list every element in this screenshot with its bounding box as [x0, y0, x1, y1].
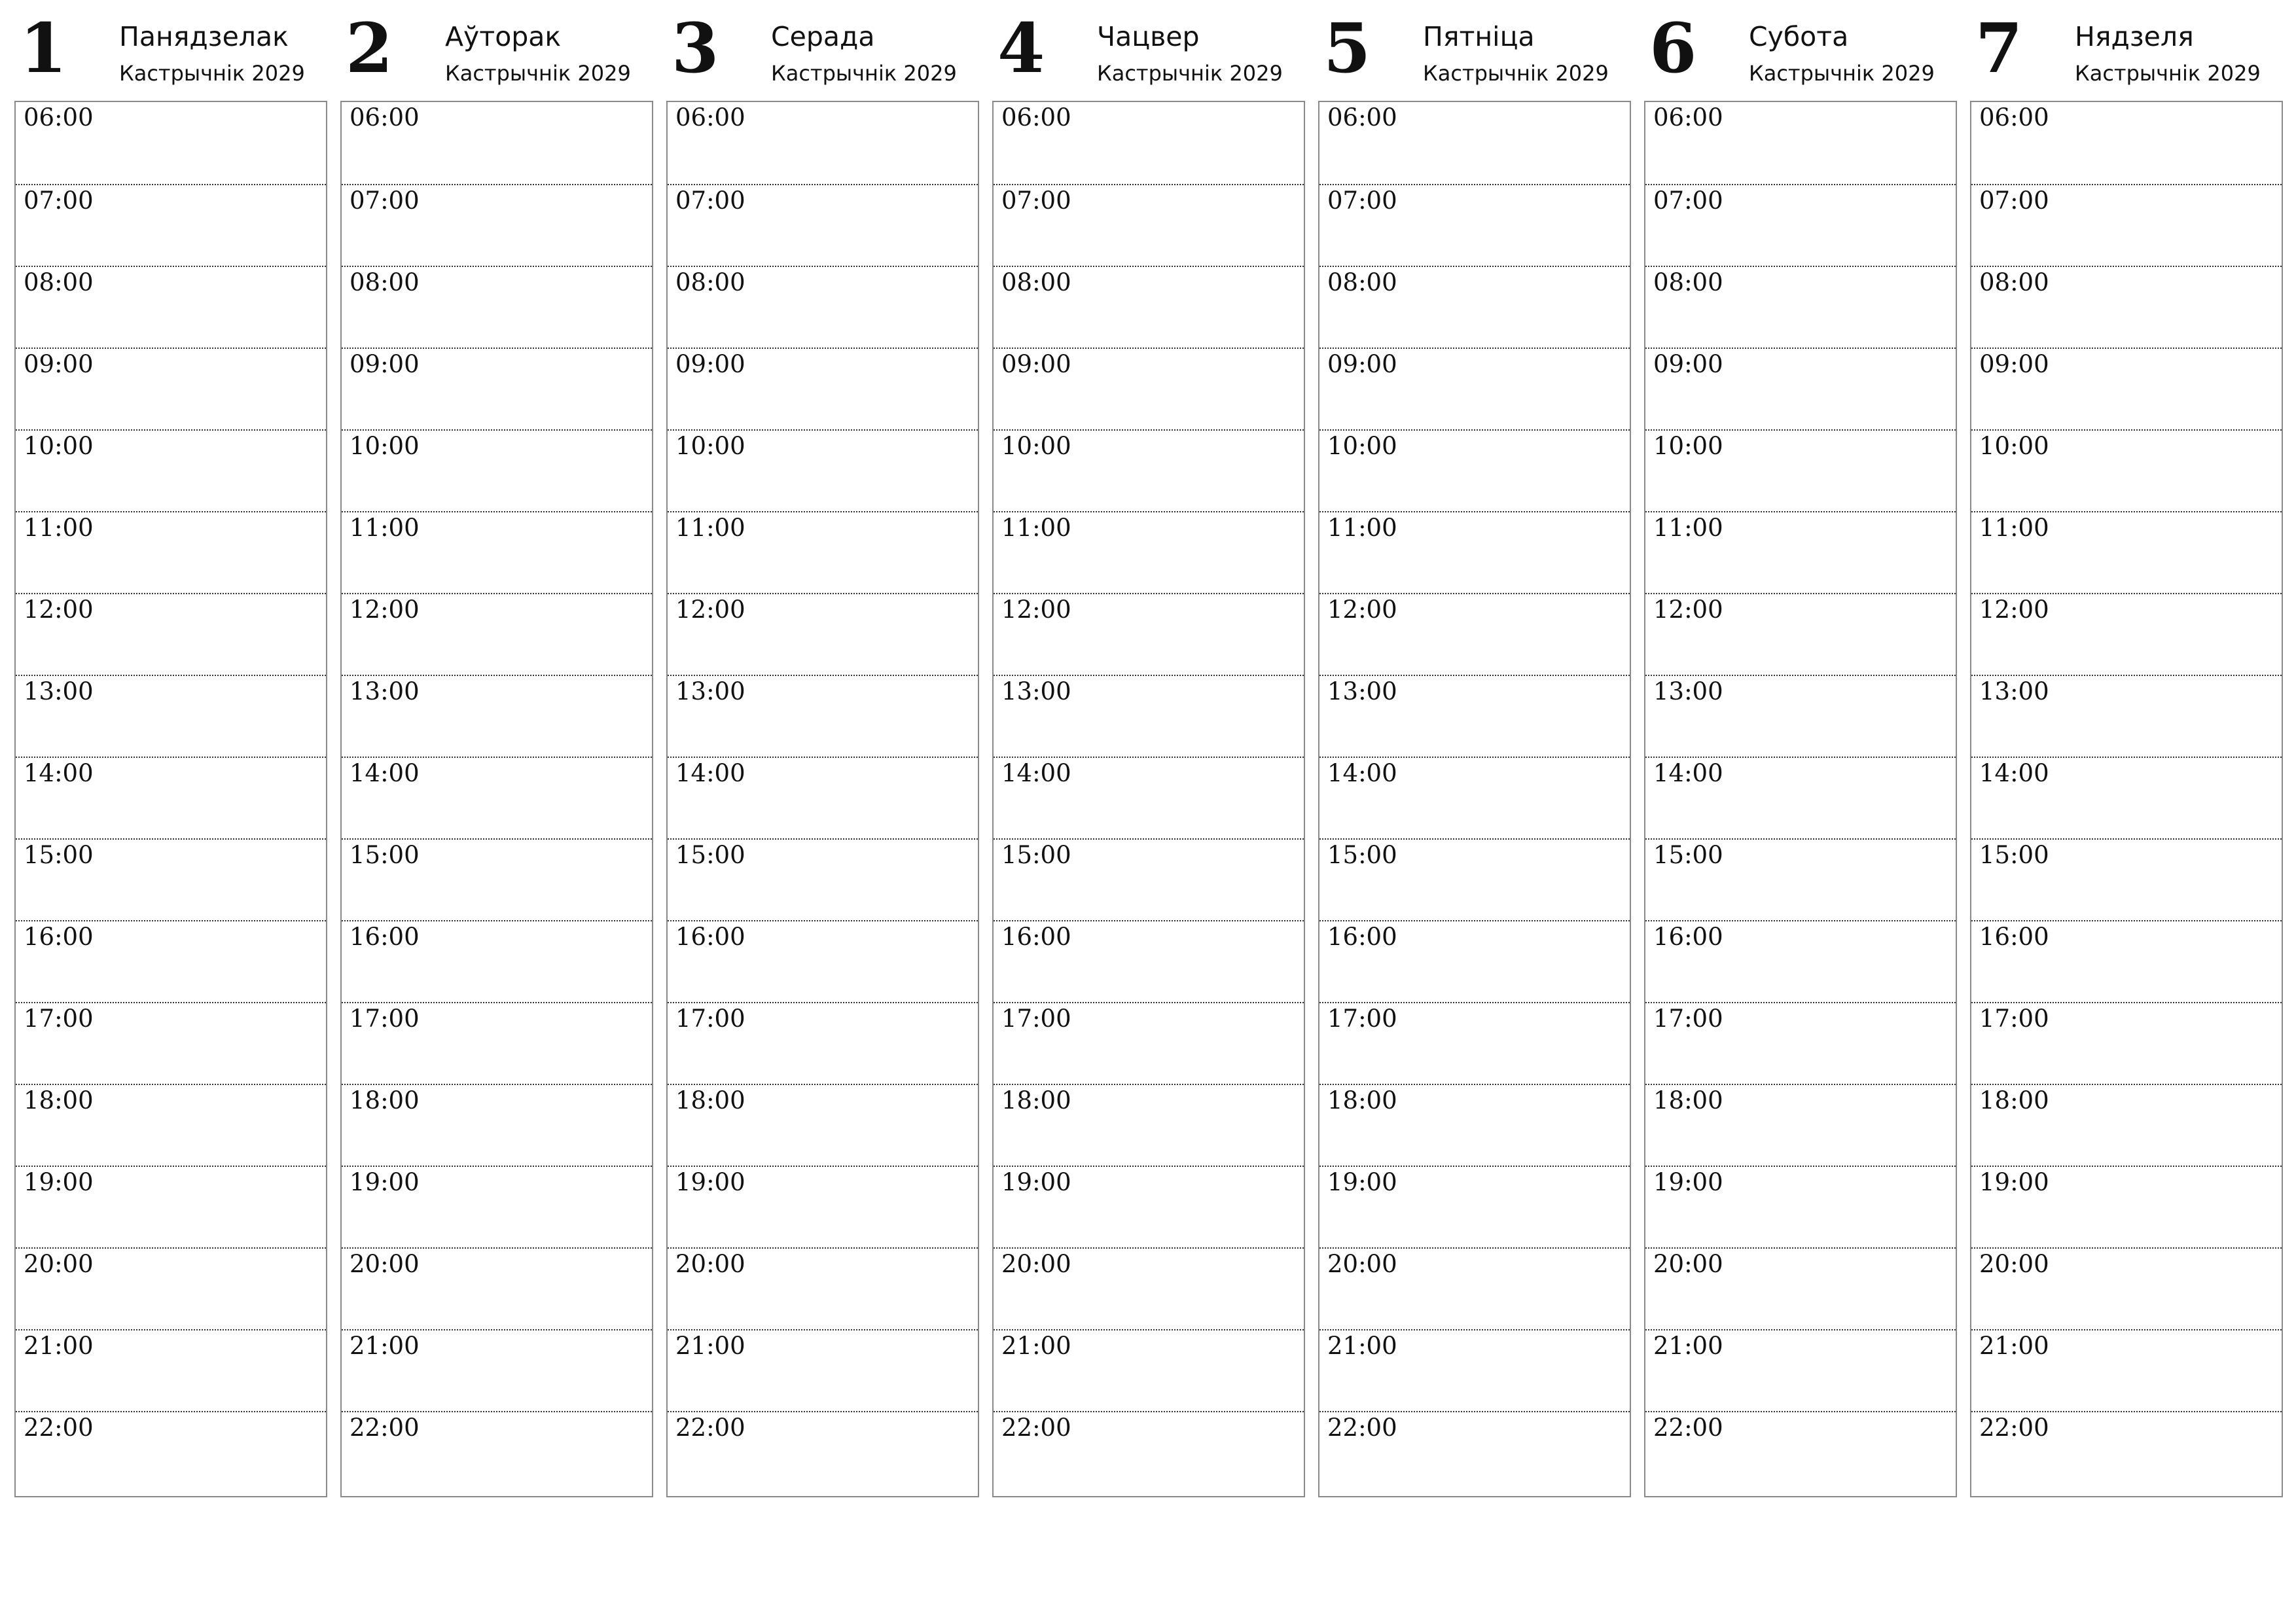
- day-column: [1318, 0, 1631, 1505]
- day-name: Субота: [1749, 21, 1849, 52]
- hour-label: 08:00: [24, 268, 94, 296]
- hour-slot[interactable]: [668, 838, 978, 921]
- hour-label: 10:00: [1653, 432, 1723, 460]
- hour-label: 07:00: [350, 187, 420, 215]
- hour-slot[interactable]: [342, 675, 652, 758]
- hour-label: 21:00: [1001, 1332, 1071, 1360]
- hour-slot[interactable]: [668, 1411, 978, 1494]
- hour-slot[interactable]: [668, 1084, 978, 1167]
- hour-label: 15:00: [675, 841, 745, 869]
- hour-label: 17:00: [675, 1005, 745, 1033]
- hour-slot[interactable]: [668, 1002, 978, 1085]
- day-month-year: Кастрычнік 2029: [771, 61, 957, 86]
- hour-label: 21:00: [350, 1332, 420, 1360]
- hour-label: 08:00: [1979, 268, 2049, 296]
- hour-slot[interactable]: [1645, 1166, 1956, 1249]
- hour-label: 06:00: [675, 103, 745, 132]
- hour-label: 19:00: [1653, 1168, 1723, 1196]
- hour-label: 16:00: [24, 923, 94, 951]
- hour-label: 09:00: [1327, 350, 1397, 378]
- hour-label: 12:00: [1327, 596, 1397, 624]
- hour-slot[interactable]: [1971, 1002, 2282, 1085]
- day-column: [992, 0, 1305, 1505]
- hour-label: 14:00: [675, 759, 745, 787]
- hour-slot[interactable]: [1319, 429, 1630, 512]
- hour-slot[interactable]: [1971, 102, 2282, 184]
- hour-label: 19:00: [675, 1168, 745, 1196]
- day-name: Пятніца: [1423, 21, 1535, 52]
- hour-slot[interactable]: [342, 1002, 652, 1085]
- hour-slot[interactable]: [1319, 1166, 1630, 1249]
- hour-label: 19:00: [1001, 1168, 1071, 1196]
- hour-slot[interactable]: [994, 593, 1304, 676]
- day-name: Чацвер: [1097, 21, 1200, 52]
- hour-label: 19:00: [1327, 1168, 1397, 1196]
- hour-label: 21:00: [1653, 1332, 1723, 1360]
- hour-slot[interactable]: [1319, 511, 1630, 594]
- hour-slot[interactable]: [16, 1002, 326, 1085]
- hour-slot[interactable]: [16, 920, 326, 1003]
- hour-label: 13:00: [350, 677, 420, 705]
- hour-label: 15:00: [1653, 841, 1723, 869]
- hour-label: 17:00: [1327, 1005, 1397, 1033]
- hour-label: 22:00: [1327, 1414, 1397, 1442]
- hour-label: 13:00: [1001, 677, 1071, 705]
- hour-slot[interactable]: [1645, 757, 1956, 840]
- hour-slot[interactable]: [1971, 675, 2282, 758]
- hour-label: 18:00: [1979, 1086, 2049, 1115]
- hour-slot[interactable]: [342, 1166, 652, 1249]
- hour-slot[interactable]: [1971, 593, 2282, 676]
- hour-label: 18:00: [1653, 1086, 1723, 1115]
- hour-slot[interactable]: [994, 429, 1304, 512]
- hour-slot[interactable]: [1645, 348, 1956, 431]
- day-column: [1970, 0, 2283, 1505]
- hour-label: 10:00: [1327, 432, 1397, 460]
- hour-slot[interactable]: [994, 1247, 1304, 1330]
- hour-slot[interactable]: [994, 757, 1304, 840]
- hour-label: 16:00: [1979, 923, 2049, 951]
- day-month-year: Кастрычнік 2029: [2075, 61, 2261, 86]
- day-header: [1970, 0, 2283, 99]
- hour-slot[interactable]: [994, 1329, 1304, 1412]
- hour-slot[interactable]: [1319, 1411, 1630, 1494]
- hour-label: 11:00: [675, 514, 745, 542]
- hour-label: 21:00: [24, 1332, 94, 1360]
- hour-slot[interactable]: [16, 266, 326, 349]
- hour-label: 20:00: [350, 1250, 420, 1278]
- hour-label: 20:00: [1001, 1250, 1071, 1278]
- hour-slot[interactable]: [1971, 757, 2282, 840]
- hour-label: 12:00: [1653, 596, 1723, 624]
- hour-slot[interactable]: [1319, 757, 1630, 840]
- hour-label: 11:00: [1001, 514, 1071, 542]
- day-number: 5: [1323, 8, 1371, 88]
- hour-label: 16:00: [350, 923, 420, 951]
- hour-slot[interactable]: [16, 348, 326, 431]
- hour-label: 13:00: [1327, 677, 1397, 705]
- hour-slot[interactable]: [1319, 1247, 1630, 1330]
- day-number: 6: [1649, 8, 1697, 88]
- hour-label: 14:00: [1653, 759, 1723, 787]
- hour-slot[interactable]: [1319, 920, 1630, 1003]
- hour-label: 15:00: [1979, 841, 2049, 869]
- hour-slot[interactable]: [342, 757, 652, 840]
- hour-slot[interactable]: [994, 102, 1304, 184]
- hour-slot[interactable]: [16, 184, 326, 267]
- hour-label: 10:00: [24, 432, 94, 460]
- hour-slot[interactable]: [342, 348, 652, 431]
- hour-slot[interactable]: [1971, 266, 2282, 349]
- hour-label: 16:00: [675, 923, 745, 951]
- hour-slot[interactable]: [342, 429, 652, 512]
- hour-slot[interactable]: [1971, 429, 2282, 512]
- hour-slot[interactable]: [1319, 675, 1630, 758]
- day-month-year: Кастрычнік 2029: [1097, 61, 1283, 86]
- hour-label: 17:00: [350, 1005, 420, 1033]
- hour-label: 21:00: [1979, 1332, 2049, 1360]
- day-month-year: Кастрычнік 2029: [1423, 61, 1609, 86]
- hour-slot[interactable]: [994, 1411, 1304, 1494]
- hour-label: 06:00: [1979, 103, 2049, 132]
- hour-label: 07:00: [675, 187, 745, 215]
- day-column: [340, 0, 653, 1505]
- hourly-schedule-box: [1970, 101, 2283, 1497]
- hour-slot[interactable]: [16, 1166, 326, 1249]
- hour-label: 08:00: [1001, 268, 1071, 296]
- hour-slot[interactable]: [668, 1247, 978, 1330]
- hour-slot[interactable]: [1645, 1002, 1956, 1085]
- hour-label: 14:00: [1001, 759, 1071, 787]
- hour-label: 21:00: [675, 1332, 745, 1360]
- hour-label: 07:00: [1327, 187, 1397, 215]
- day-header: [340, 0, 653, 99]
- day-number: 2: [346, 8, 393, 88]
- hour-slot[interactable]: [1971, 1247, 2282, 1330]
- hour-label: 18:00: [675, 1086, 745, 1115]
- hour-label: 20:00: [675, 1250, 745, 1278]
- hour-label: 16:00: [1653, 923, 1723, 951]
- hour-slot[interactable]: [342, 1329, 652, 1412]
- hour-slot[interactable]: [16, 1329, 326, 1412]
- hour-label: 20:00: [1979, 1250, 2049, 1278]
- hour-slot[interactable]: [1645, 675, 1956, 758]
- hour-label: 17:00: [1001, 1005, 1071, 1033]
- hour-label: 22:00: [675, 1414, 745, 1442]
- day-column: [14, 0, 327, 1505]
- hour-label: 15:00: [1001, 841, 1071, 869]
- hour-label: 20:00: [1653, 1250, 1723, 1278]
- day-name: Нядзеля: [2075, 21, 2194, 52]
- hour-label: 06:00: [1001, 103, 1071, 132]
- hour-label: 11:00: [1327, 514, 1397, 542]
- hour-slot[interactable]: [1645, 102, 1956, 184]
- hour-slot[interactable]: [1645, 838, 1956, 921]
- hour-label: 22:00: [1979, 1414, 2049, 1442]
- hour-slot[interactable]: [1971, 1084, 2282, 1167]
- hour-slot[interactable]: [1319, 593, 1630, 676]
- day-month-year: Кастрычнік 2029: [445, 61, 631, 86]
- hour-slot[interactable]: [16, 1247, 326, 1330]
- hour-slot[interactable]: [994, 511, 1304, 594]
- hour-label: 22:00: [1653, 1414, 1723, 1442]
- day-header: [992, 0, 1305, 99]
- hour-label: 14:00: [1327, 759, 1397, 787]
- hour-slot[interactable]: [1645, 184, 1956, 267]
- hour-label: 14:00: [1979, 759, 2049, 787]
- hour-slot[interactable]: [16, 675, 326, 758]
- hour-label: 18:00: [1327, 1086, 1397, 1115]
- hour-label: 14:00: [24, 759, 94, 787]
- hour-slot[interactable]: [16, 102, 326, 184]
- hour-label: 06:00: [24, 103, 94, 132]
- hour-label: 14:00: [350, 759, 420, 787]
- hour-slot[interactable]: [668, 184, 978, 267]
- hour-label: 09:00: [24, 350, 94, 378]
- hour-label: 18:00: [350, 1086, 420, 1115]
- hour-slot[interactable]: [1971, 511, 2282, 594]
- hour-slot[interactable]: [1645, 511, 1956, 594]
- hour-label: 16:00: [1327, 923, 1397, 951]
- hour-label: 08:00: [350, 268, 420, 296]
- day-column: [1644, 0, 1957, 1505]
- hour-label: 11:00: [350, 514, 420, 542]
- hour-label: 20:00: [1327, 1250, 1397, 1278]
- hour-label: 11:00: [24, 514, 94, 542]
- hour-label: 13:00: [1653, 677, 1723, 705]
- day-number: 7: [1975, 8, 2023, 88]
- hour-label: 17:00: [1979, 1005, 2049, 1033]
- hour-slot[interactable]: [1971, 348, 2282, 431]
- hour-slot[interactable]: [994, 920, 1304, 1003]
- hour-slot[interactable]: [668, 511, 978, 594]
- hour-slot[interactable]: [342, 102, 652, 184]
- hour-label: 12:00: [675, 596, 745, 624]
- hour-label: 09:00: [1001, 350, 1071, 378]
- hour-slot[interactable]: [1319, 102, 1630, 184]
- hour-label: 19:00: [24, 1168, 94, 1196]
- hour-label: 18:00: [1001, 1086, 1071, 1115]
- hour-label: 16:00: [1001, 923, 1071, 951]
- hour-label: 07:00: [1979, 187, 2049, 215]
- hour-slot[interactable]: [342, 266, 652, 349]
- hour-slot[interactable]: [668, 1329, 978, 1412]
- hour-slot[interactable]: [994, 1084, 1304, 1167]
- hour-slot[interactable]: [342, 593, 652, 676]
- day-header: [1644, 0, 1957, 99]
- hour-slot[interactable]: [342, 920, 652, 1003]
- hour-slot[interactable]: [994, 184, 1304, 267]
- hour-label: 11:00: [1979, 514, 2049, 542]
- hour-label: 12:00: [1001, 596, 1071, 624]
- hour-label: 06:00: [350, 103, 420, 132]
- hourly-schedule-box: [666, 101, 979, 1497]
- hour-label: 10:00: [350, 432, 420, 460]
- hour-slot[interactable]: [342, 838, 652, 921]
- day-number: 4: [997, 8, 1045, 88]
- hour-slot[interactable]: [668, 266, 978, 349]
- hour-slot[interactable]: [994, 348, 1304, 431]
- hour-slot[interactable]: [668, 757, 978, 840]
- hour-slot[interactable]: [994, 675, 1304, 758]
- hourly-schedule-box: [992, 101, 1305, 1497]
- day-name: Серада: [771, 21, 875, 52]
- hour-label: 09:00: [1979, 350, 2049, 378]
- hour-slot[interactable]: [1971, 838, 2282, 921]
- hour-slot[interactable]: [1971, 184, 2282, 267]
- day-number: 3: [672, 8, 719, 88]
- hour-slot[interactable]: [994, 1002, 1304, 1085]
- hourly-schedule-box: [1644, 101, 1957, 1497]
- hour-label: 20:00: [24, 1250, 94, 1278]
- hour-slot[interactable]: [1645, 266, 1956, 349]
- hour-slot[interactable]: [668, 593, 978, 676]
- hour-slot[interactable]: [1645, 1247, 1956, 1330]
- hour-slot[interactable]: [16, 1411, 326, 1494]
- hour-label: 10:00: [1001, 432, 1071, 460]
- hour-label: 18:00: [24, 1086, 94, 1115]
- hour-slot[interactable]: [1319, 1002, 1630, 1085]
- hour-label: 09:00: [675, 350, 745, 378]
- day-name: Аўторак: [445, 21, 562, 52]
- day-header: [666, 0, 979, 99]
- hour-label: 22:00: [350, 1414, 420, 1442]
- hour-slot[interactable]: [16, 1084, 326, 1167]
- hour-label: 09:00: [350, 350, 420, 378]
- hour-slot[interactable]: [342, 1411, 652, 1494]
- hour-slot[interactable]: [1319, 266, 1630, 349]
- hour-slot[interactable]: [342, 1247, 652, 1330]
- hour-slot[interactable]: [342, 1084, 652, 1167]
- hour-label: 11:00: [1653, 514, 1723, 542]
- hour-slot[interactable]: [1971, 1411, 2282, 1494]
- hour-label: 12:00: [1979, 596, 2049, 624]
- hourly-schedule-box: [14, 101, 327, 1497]
- hour-label: 15:00: [24, 841, 94, 869]
- hour-slot[interactable]: [1319, 184, 1630, 267]
- hour-slot[interactable]: [1971, 1166, 2282, 1249]
- hour-label: 10:00: [675, 432, 745, 460]
- day-month-year: Кастрычнік 2029: [119, 61, 305, 86]
- hour-slot[interactable]: [668, 348, 978, 431]
- hour-label: 08:00: [675, 268, 745, 296]
- hour-label: 08:00: [1653, 268, 1723, 296]
- hour-label: 07:00: [1001, 187, 1071, 215]
- hour-label: 22:00: [24, 1414, 94, 1442]
- hour-slot[interactable]: [16, 511, 326, 594]
- hour-label: 15:00: [1327, 841, 1397, 869]
- hour-label: 07:00: [1653, 187, 1723, 215]
- hour-slot[interactable]: [342, 184, 652, 267]
- hour-label: 17:00: [1653, 1005, 1723, 1033]
- hour-slot[interactable]: [1645, 429, 1956, 512]
- hour-label: 08:00: [1327, 268, 1397, 296]
- day-name: Панядзелак: [119, 21, 289, 52]
- day-number: 1: [20, 8, 67, 88]
- hour-slot[interactable]: [16, 593, 326, 676]
- hour-slot[interactable]: [994, 1166, 1304, 1249]
- hour-label: 13:00: [1979, 677, 2049, 705]
- hour-label: 19:00: [1979, 1168, 2049, 1196]
- hour-label: 12:00: [350, 596, 420, 624]
- hourly-schedule-box: [1318, 101, 1631, 1497]
- hour-label: 13:00: [24, 677, 94, 705]
- hour-slot[interactable]: [1645, 1411, 1956, 1494]
- hour-slot[interactable]: [1645, 920, 1956, 1003]
- day-column: [666, 0, 979, 1505]
- hour-slot[interactable]: [668, 920, 978, 1003]
- day-header: [1318, 0, 1631, 99]
- hour-label: 21:00: [1327, 1332, 1397, 1360]
- hour-label: 22:00: [1001, 1414, 1071, 1442]
- hour-slot[interactable]: [1319, 1084, 1630, 1167]
- hour-label: 09:00: [1653, 350, 1723, 378]
- hour-slot[interactable]: [16, 757, 326, 840]
- hour-slot[interactable]: [1645, 593, 1956, 676]
- hour-slot[interactable]: [994, 838, 1304, 921]
- hour-label: 15:00: [350, 841, 420, 869]
- weekly-planner: [14, 0, 2282, 1505]
- day-header: [14, 0, 327, 99]
- hour-slot[interactable]: [994, 266, 1304, 349]
- hour-label: 19:00: [350, 1168, 420, 1196]
- hour-slot[interactable]: [668, 102, 978, 184]
- hour-label: 06:00: [1653, 103, 1723, 132]
- hour-slot[interactable]: [1971, 920, 2282, 1003]
- hour-slot[interactable]: [1319, 838, 1630, 921]
- hour-slot[interactable]: [1319, 348, 1630, 431]
- hour-slot[interactable]: [668, 429, 978, 512]
- hour-slot[interactable]: [1645, 1084, 1956, 1167]
- hour-label: 17:00: [24, 1005, 94, 1033]
- hour-label: 07:00: [24, 187, 94, 215]
- hour-slot[interactable]: [1319, 1329, 1630, 1412]
- hour-slot[interactable]: [1971, 1329, 2282, 1412]
- hourly-schedule-box: [340, 101, 653, 1497]
- hour-label: 13:00: [675, 677, 745, 705]
- day-month-year: Кастрычнік 2029: [1749, 61, 1935, 86]
- hour-slot[interactable]: [668, 675, 978, 758]
- hour-slot[interactable]: [668, 1166, 978, 1249]
- hour-slot[interactable]: [1645, 1329, 1956, 1412]
- hour-slot[interactable]: [342, 511, 652, 594]
- hour-slot[interactable]: [16, 838, 326, 921]
- hour-slot[interactable]: [16, 429, 326, 512]
- hour-label: 12:00: [24, 596, 94, 624]
- hour-label: 10:00: [1979, 432, 2049, 460]
- hour-label: 06:00: [1327, 103, 1397, 132]
